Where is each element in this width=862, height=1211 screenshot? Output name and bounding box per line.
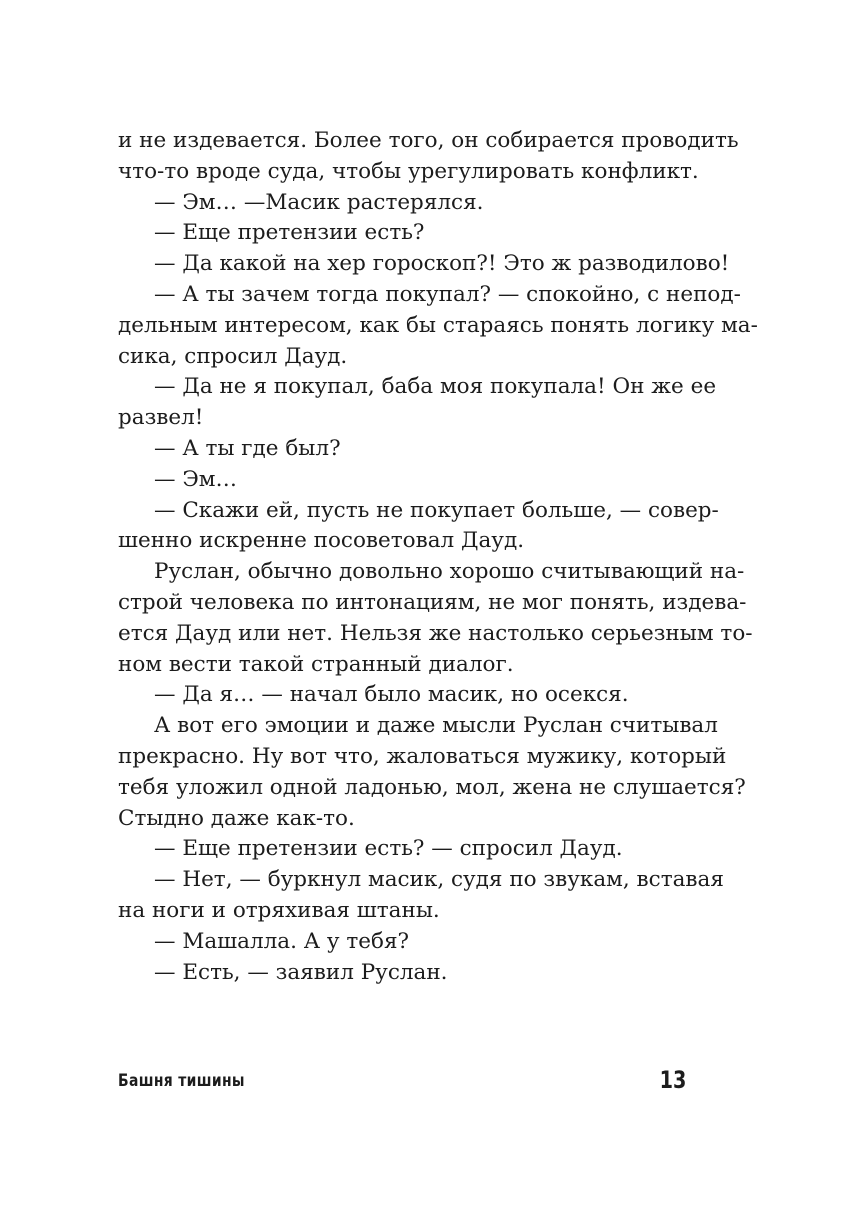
running-footer-title: Башня тишины (118, 1071, 245, 1091)
text-line: — А ты где был? (154, 435, 341, 461)
text-line: — Машалла. А у тебя? (154, 928, 410, 954)
text-line: что-то вроде суда, чтобы урегулировать конфликт. (118, 158, 699, 184)
text-line: Стыдно даже как-то. (118, 805, 355, 831)
text-line: ется Дауд или нет. Нельзя же настолько серьезным то- (118, 620, 753, 646)
text-line: — Да я… — начал было масик, но осекся. (154, 682, 629, 708)
text-line: — Скажи ей, пусть не покупает больше, — совер- (154, 497, 719, 523)
text-line: прекрасно. Ну вот что, жаловаться мужику, который (118, 743, 727, 769)
text-line: А вот его эмоции и даже мысли Руслан считывал (154, 713, 718, 739)
text-line: ном вести такой странный диалог. (118, 651, 514, 677)
text-line: — Да какой на хер гороскоп?! Это ж разводилово! (154, 251, 730, 277)
text-line: на ноги и отряхивая штаны. (118, 897, 440, 923)
text-line: — Да не я покупал, баба моя покупала! Он же ее (154, 374, 717, 400)
text-line: — А ты зачем тогда покупал? — спокойно, с непод- (154, 281, 741, 307)
text-line: развел! (118, 405, 204, 431)
text-line: — Еще претензии есть? — спросил Дауд. (154, 836, 623, 862)
page-number: 13 (659, 1066, 686, 1094)
text-line: шенно искренне посоветовал Дауд. (118, 528, 525, 554)
text-line: — Нет, — буркнул масик, судя по звукам, вставая (154, 867, 724, 893)
text-line: сика, спросил Дауд. (118, 343, 348, 369)
text-line: и не издевается. Более того, он собирается проводить (118, 128, 739, 153)
text-line: — Еще претензии есть? (154, 220, 425, 246)
text-line: Руслан, обычно довольно хорошо считывающий на- (154, 559, 745, 585)
text-line: — Есть, — заявил Руслан. (154, 959, 448, 985)
text-line: строй человека по интонациям, не мог понять, издева- (118, 589, 747, 615)
text-line: — Эм… —Масик растерялся. (154, 189, 484, 215)
text-line: дельным интересом, как бы стараясь понять логику ма- (118, 312, 758, 338)
text-line: — Эм… (154, 466, 238, 492)
body-text (118, 126, 758, 988)
text-line: тебя уложил одной ладонью, мол, жена не слушается? (118, 774, 746, 800)
